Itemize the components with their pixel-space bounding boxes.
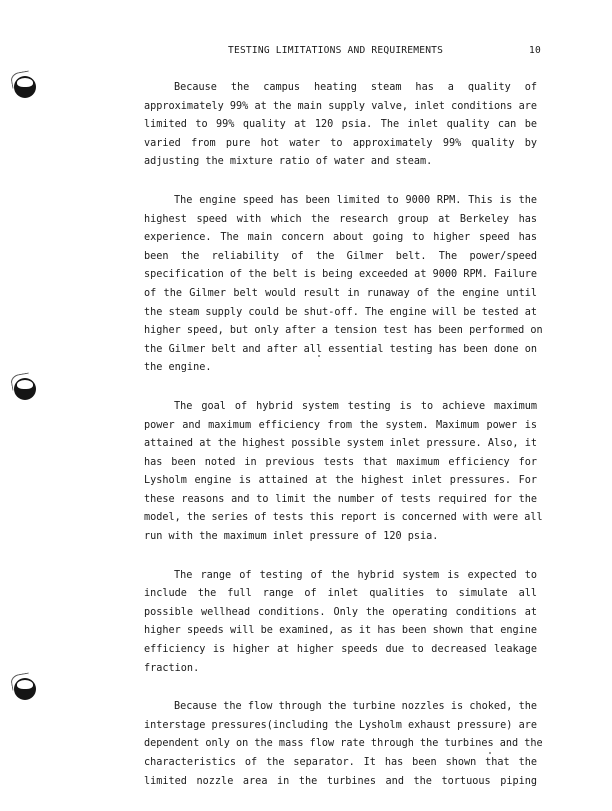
text-line: attained at the highest possible system inlet pressure. Also, it: [144, 438, 537, 450]
binder-hole-icon: [14, 378, 36, 400]
text-line: power and maximum efficiency from the system. Maximum power is: [144, 419, 537, 431]
text-line: approximately 99% at the main supply valve, inlet conditions are: [144, 100, 537, 112]
text-line: The engine speed has been limited to 9000 RPM. This is the: [174, 194, 537, 206]
text-line: characteristics of the separator. It has been shown that the: [144, 757, 537, 768]
text-line: limited to 99% quality at 120 psia. The inlet quality can be: [144, 119, 537, 131]
text-line: Because the flow through the turbine nozzles is choked, the: [174, 701, 537, 713]
text-line: The range of testing of the hybrid system is expected to: [174, 569, 537, 581]
text-line: limited nozzle area in the turbines and the tortuous piping: [144, 775, 537, 787]
text-line: dependent only on the mass flow rate through the turbines and the: [144, 738, 543, 750]
text-line: Because the campus heating steam has a quality of: [174, 82, 537, 93]
text-line: run with the maximum inlet pressure of 120 psia.: [144, 531, 439, 543]
paragraph: [144, 698, 543, 791]
text-line: fraction.: [144, 662, 200, 674]
text-line: model, the series of tests this report is concerned with were all: [144, 512, 543, 524]
text-line: include the full range of inlet qualities to simulate all: [144, 588, 537, 600]
text-line: adjusting the mixture ratio of water and steam.: [144, 156, 433, 168]
paragraph: [144, 398, 543, 547]
text-line: varied from pure hot water to approximately 99% quality by: [144, 137, 537, 149]
binder-hole-icon: [14, 678, 36, 700]
binder-hole-icon: [14, 76, 36, 98]
text-line: the Gilmer belt and after all essential testing has been done on: [144, 343, 537, 355]
text-line: higher speeds will be examined, as it has been shown that engine: [144, 625, 537, 637]
page-number: 10: [529, 45, 541, 56]
text-line: these reasons and to limit the number of tests required for the: [144, 493, 537, 505]
text-line: specification of the belt is being exceeded at 9000 RPM. Failure: [144, 269, 537, 281]
paragraph: [144, 567, 537, 679]
text-line: interstage pressures(including the Lysholm exhaust pressure) are: [144, 719, 537, 731]
section-title: TESTING LIMITATIONS AND REQUIREMENTS: [228, 45, 444, 56]
text-line: efficiency is higher at higher speeds due to decreased leakage: [144, 644, 537, 656]
text-line: possible wellhead conditions. Only the operating conditions at: [144, 606, 537, 618]
paragraph: [144, 79, 537, 172]
text-line: been the reliability of the Gilmer belt. The power/speed: [144, 250, 537, 262]
paragraph: [144, 192, 543, 378]
text-line: The goal of hybrid system testing is to achieve maximum: [174, 400, 537, 412]
text-line: the engine.: [144, 362, 212, 374]
text-line: has been noted in previous tests that maximum efficiency for: [144, 456, 537, 468]
text-line: of the Gilmer belt would result in runaway of the engine until: [144, 287, 537, 299]
text-line: Lysholm engine is attained at the highest inlet pressures. For: [144, 475, 537, 487]
body-text: [144, 79, 543, 811]
text-line: experience. The main concern about going to higher speed has: [144, 232, 537, 244]
text-line: higher speed, but only after a tension test has been performed on: [144, 325, 543, 337]
text-line: highest speed with which the research group at Berkeley has: [144, 213, 537, 225]
text-line: the steam supply could be shut-off. The engine will be tested at: [144, 306, 537, 318]
